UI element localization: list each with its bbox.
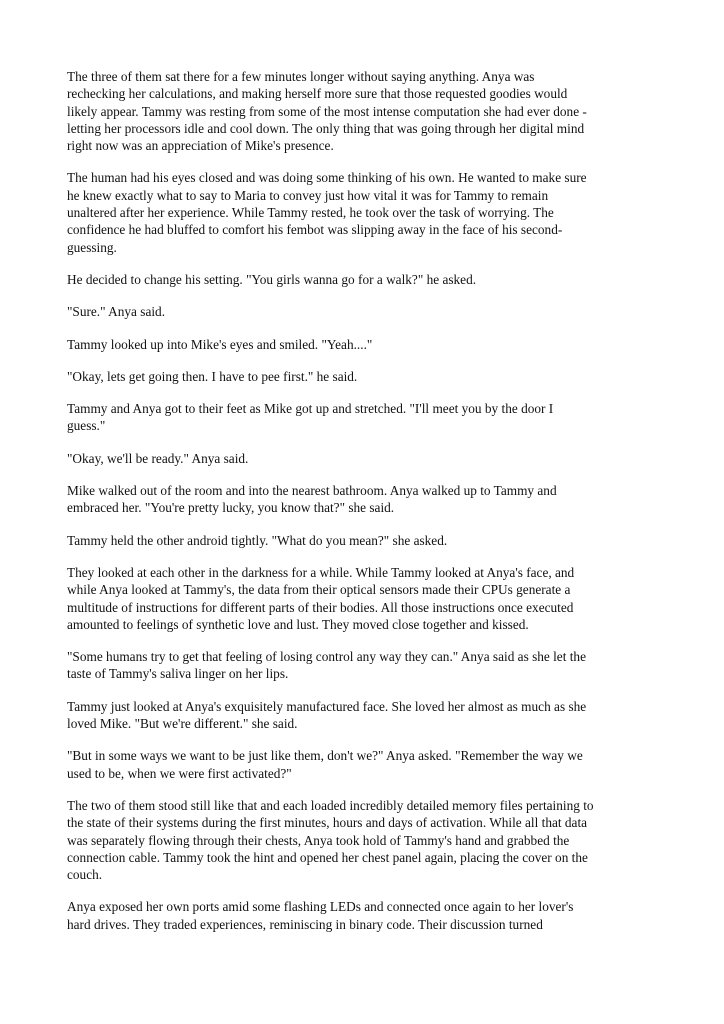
text-line: confidence he had bluffed to comfort his fembot was slipping away in the face of his second- [67,222,563,238]
text-line: "But in some ways we want to be just like them, don't we?" Anya asked. "Remember the way we [67,748,583,764]
paragraph [67,564,667,633]
text-line: The human had his eyes closed and was doing some thinking of his own. He wanted to make sure [67,170,587,186]
text-line: while Anya looked at Tammy's, the data from their optical sensors made their CPUs generate a [67,582,571,598]
text-line: amounted to feelings of synthetic love and lust. They moved close together and kissed. [67,616,529,632]
paragraph [67,532,667,549]
text-line: The two of them stood still like that and each loaded incredibly detailed memory files pertaining to [67,797,594,813]
paragraph [67,400,667,435]
text-line: Anya exposed her own ports amid some flashing LEDs and connected once again to her lover's [67,899,574,915]
text-line: hard drives. They traded experiences, reminiscing in binary code. Their discussion turned [67,916,543,932]
paragraph [67,450,667,467]
text-line: "Sure." Anya said. [67,304,166,320]
text-line: used to be, when we were first activated?" [67,765,292,781]
text-line: taste of Tammy's saliva linger on her lips. [67,666,289,682]
paragraph [67,482,667,517]
paragraph [67,336,667,353]
paragraph [67,898,667,933]
text-line: embraced her. "You're pretty lucky, you know that?" she said. [67,500,395,516]
text-line: The three of them sat there for a few minutes longer without saying anything. Anya was [67,69,535,84]
text-line: right now was an appreciation of Mike's presence. [67,138,334,154]
text-line: They looked at each other in the darkness for a while. While Tammy looked at Anya's face, and [67,564,575,580]
paragraph [67,303,667,320]
paragraph [67,698,667,733]
paragraph [67,648,667,683]
text-line: was separately flowing through their chests, Anya took hold of Tammy's hand and grabbed the [67,832,570,848]
text-line: Tammy held the other android tightly. "What do you mean?" she asked. [67,532,448,548]
document-page [67,68,667,948]
paragraph [67,271,667,288]
paragraph [67,68,667,154]
text-line: multitude of instructions for different parts of their bodies. All those instructions once executed [67,599,574,615]
text-line: loved Mike. "But we're different." she said. [67,716,298,732]
text-line: He decided to change his setting. "You girls wanna go for a walk?" he asked. [67,271,477,287]
text-line: "Some humans try to get that feeling of losing control any way they can." Anya said as she let the [67,649,586,665]
text-line: guess." [67,418,106,434]
text-line: Tammy and Anya got to their feet as Mike got up and stretched. "I'll meet you by the door I [67,401,554,417]
text-line: Tammy just looked at Anya's exquisitely manufactured face. She loved her almost as much as she [67,698,587,714]
text-line: he knew exactly what to say to Maria to convey just how vital it was for Tammy to remain [67,187,549,203]
text-line: Tammy looked up into Mike's eyes and smiled. "Yeah...." [67,336,373,352]
text-line: Mike walked out of the room and into the nearest bathroom. Anya walked up to Tammy and [67,483,557,499]
text-line: likely appear. Tammy was resting from some of the most intense computation she had ever done - [67,103,587,119]
text-line: connection cable. Tammy took the hint and opened her chest panel again, placing the cover on the [67,849,588,865]
text-line: rechecking her calculations, and making herself more sure that those requested goodies would [67,86,568,102]
text-line: "Okay, lets get going then. I have to pee first." he said. [67,368,358,384]
text-line: couch. [67,867,103,883]
text-line: the state of their systems during the first minutes, hours and days of activation. While all that data [67,815,588,831]
paragraph [67,169,667,255]
paragraph [67,797,667,883]
text-line: letting her processors idle and cool down. The only thing that was going through her digital mind [67,120,585,136]
paragraph [67,368,667,385]
paragraph [67,747,667,782]
text-line: guessing. [67,239,117,255]
text-line: unaltered after her experience. While Tammy rested, he took over the task of worrying. The [67,205,554,221]
text-line: "Okay, we'll be ready." Anya said. [67,450,249,466]
